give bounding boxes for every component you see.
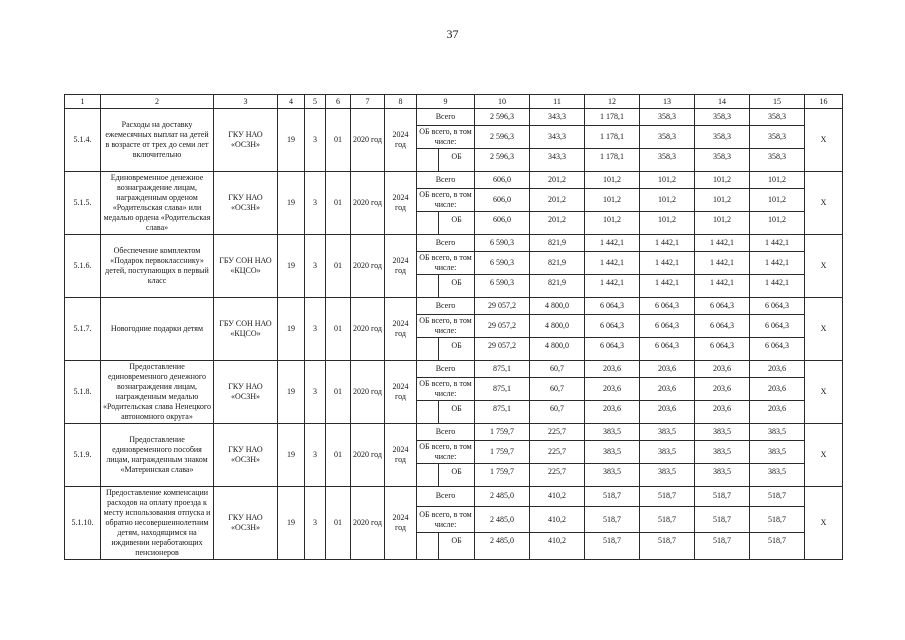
row-executor: ГКУ НАО «ОСЗН» [214,109,278,172]
value-cell: 101,2 [695,212,750,235]
row-id: 5.1.7. [65,298,101,361]
value-cell: 1 442,1 [695,252,750,275]
finance-label-ob-total: ОБ всего, в том числе: [417,441,475,464]
value-cell: 606,0 [475,172,530,189]
value-cell: 101,2 [640,212,695,235]
code-cell: 2020 год [351,235,385,298]
value-cell: 343,3 [530,149,585,172]
value-cell: 875,1 [475,378,530,401]
finance-label-ob-total: ОБ всего, в том числе: [417,189,475,212]
value-cell: 343,3 [530,126,585,149]
value-cell: 2 485,0 [475,533,530,560]
value-cell: 1 442,1 [585,235,640,252]
row-id: 5.1.4. [65,109,101,172]
value-cell: 203,6 [585,361,640,378]
code-cell: 2020 год [351,109,385,172]
value-cell: 203,6 [750,401,805,424]
code-cell: 2024 год [385,109,417,172]
table-row [65,298,843,361]
finance-label-ob-total: ОБ всего, в том числе: [417,378,475,401]
row-id: 5.1.8. [65,361,101,424]
value-cell: 383,5 [585,464,640,487]
value-cell: 358,3 [640,126,695,149]
value-cell: 2 596,3 [475,126,530,149]
value-cell: 518,7 [695,487,750,507]
code-cell: 01 [326,487,351,560]
row-id: 5.1.9. [65,424,101,487]
value-cell: 358,3 [750,126,805,149]
value-cell: 203,6 [750,378,805,401]
value-cell: 101,2 [640,172,695,189]
finance-label-total: Всего [417,298,475,315]
mark-cell: X [805,298,843,361]
value-cell: 201,2 [530,189,585,212]
value-cell: 6 064,3 [640,315,695,338]
value-cell: 383,5 [695,464,750,487]
value-cell: 518,7 [750,506,805,533]
value-cell: 1 442,1 [750,235,805,252]
spacer-cell [417,212,439,235]
value-cell: 358,3 [750,149,805,172]
column-header: 7 [351,95,385,109]
value-cell: 6 064,3 [695,298,750,315]
value-cell: 358,3 [695,126,750,149]
code-cell: 19 [278,298,305,361]
value-cell: 383,5 [750,441,805,464]
value-cell: 101,2 [585,212,640,235]
spacer-cell [417,533,439,560]
mark-cell: X [805,487,843,560]
value-cell: 60,7 [530,401,585,424]
value-cell: 6 064,3 [585,338,640,361]
finance-label-ob: ОБ [439,464,475,487]
code-cell: 3 [305,424,326,487]
finance-label-ob-total: ОБ всего, в том числе: [417,315,475,338]
value-cell: 6 590,3 [475,235,530,252]
spacer-cell [417,464,439,487]
row-description: Предоставление единовременного пособия лицам, награжденным знаком «Материнская слава» [101,424,214,487]
column-header: 12 [585,95,640,109]
value-cell: 383,5 [750,464,805,487]
value-cell: 518,7 [640,487,695,507]
value-cell: 6 064,3 [695,338,750,361]
code-cell: 01 [326,361,351,424]
code-cell: 2024 год [385,487,417,560]
value-cell: 6 064,3 [585,315,640,338]
value-cell: 518,7 [640,506,695,533]
value-cell: 518,7 [585,533,640,560]
table-row [65,424,843,487]
value-cell: 225,7 [530,441,585,464]
value-cell: 410,2 [530,506,585,533]
value-cell: 1 759,7 [475,441,530,464]
value-cell: 518,7 [695,533,750,560]
value-cell: 203,6 [750,361,805,378]
column-header: 15 [750,95,805,109]
row-executor: ГКУ НАО «ОСЗН» [214,172,278,235]
column-header: 3 [214,95,278,109]
code-cell: 2020 год [351,361,385,424]
value-cell: 518,7 [750,533,805,560]
column-header: 1 [65,95,101,109]
value-cell: 1 178,1 [585,149,640,172]
row-executor: ГБУ СОН НАО «КЦСО» [214,235,278,298]
value-cell: 2 596,3 [475,109,530,126]
value-cell: 383,5 [695,441,750,464]
code-cell: 3 [305,487,326,560]
row-id: 5.1.5. [65,172,101,235]
value-cell: 101,2 [750,189,805,212]
column-header: 8 [385,95,417,109]
value-cell: 201,2 [530,172,585,189]
finance-label-ob-total: ОБ всего, в том числе: [417,252,475,275]
value-cell: 203,6 [585,401,640,424]
value-cell: 6 064,3 [640,298,695,315]
value-cell: 821,9 [530,235,585,252]
value-cell: 203,6 [640,401,695,424]
value-cell: 101,2 [585,172,640,189]
value-cell: 383,5 [750,424,805,441]
value-cell: 343,3 [530,109,585,126]
value-cell: 1 759,7 [475,464,530,487]
value-cell: 1 759,7 [475,424,530,441]
finance-label-ob-total: ОБ всего, в том числе: [417,126,475,149]
value-cell: 383,5 [695,424,750,441]
mark-cell: X [805,235,843,298]
value-cell: 1 442,1 [750,275,805,298]
row-description: Обеспечение комплектом «Подарок первокласснику» детей, поступающих в первый класс [101,235,214,298]
value-cell: 2 485,0 [475,487,530,507]
value-cell: 1 442,1 [750,252,805,275]
value-cell: 29 057,2 [475,315,530,338]
column-header: 11 [530,95,585,109]
value-cell: 518,7 [750,487,805,507]
column-header: 6 [326,95,351,109]
code-cell: 19 [278,172,305,235]
mark-cell: X [805,109,843,172]
table-header-row [65,95,843,109]
value-cell: 225,7 [530,464,585,487]
code-cell: 2020 год [351,487,385,560]
row-description: Предоставление единовременного денежного вознаграждения лицам, награжденным медалью «Родительская слава Ненецкого автономного округа» [101,361,214,424]
page-number: 37 [446,27,459,41]
value-cell: 6 064,3 [750,298,805,315]
spacer-cell [417,338,439,361]
value-cell: 358,3 [695,149,750,172]
value-cell: 225,7 [530,424,585,441]
value-cell: 4 800,0 [530,315,585,338]
finance-label-ob: ОБ [439,275,475,298]
value-cell: 6 064,3 [695,315,750,338]
value-cell: 358,3 [750,109,805,126]
value-cell: 875,1 [475,401,530,424]
finance-label-total: Всего [417,487,475,507]
value-cell: 101,2 [695,172,750,189]
value-cell: 6 590,3 [475,252,530,275]
value-cell: 1 178,1 [585,126,640,149]
finance-label-total: Всего [417,361,475,378]
code-cell: 19 [278,235,305,298]
code-cell: 3 [305,298,326,361]
mark-cell: X [805,172,843,235]
column-header: 4 [278,95,305,109]
value-cell: 1 442,1 [640,235,695,252]
row-executor: ГБУ СОН НАО «КЦСО» [214,298,278,361]
value-cell: 1 442,1 [585,275,640,298]
value-cell: 410,2 [530,487,585,507]
code-cell: 2024 год [385,298,417,361]
value-cell: 2 485,0 [475,506,530,533]
code-cell: 2024 год [385,361,417,424]
value-cell: 358,3 [695,109,750,126]
finance-label-ob: ОБ [439,212,475,235]
value-cell: 383,5 [640,424,695,441]
finance-label-ob: ОБ [439,401,475,424]
value-cell: 60,7 [530,361,585,378]
code-cell: 3 [305,235,326,298]
column-header: 13 [640,95,695,109]
value-cell: 875,1 [475,361,530,378]
value-cell: 101,2 [695,189,750,212]
row-executor: ГКУ НАО «ОСЗН» [214,487,278,560]
code-cell: 3 [305,361,326,424]
value-cell: 6 064,3 [640,338,695,361]
finance-label-total: Всего [417,109,475,126]
spacer-cell [417,275,439,298]
value-cell: 4 800,0 [530,338,585,361]
code-cell: 19 [278,487,305,560]
value-cell: 1 178,1 [585,109,640,126]
table-row [65,235,843,298]
value-cell: 518,7 [585,487,640,507]
value-cell: 383,5 [585,441,640,464]
value-cell: 606,0 [475,212,530,235]
value-cell: 821,9 [530,275,585,298]
code-cell: 01 [326,109,351,172]
budget-table [64,94,843,560]
value-cell: 383,5 [585,424,640,441]
column-header: 14 [695,95,750,109]
finance-label-ob: ОБ [439,149,475,172]
value-cell: 6 064,3 [750,315,805,338]
value-cell: 101,2 [640,189,695,212]
table-row [65,361,843,424]
finance-label-ob: ОБ [439,533,475,560]
finance-label-total: Всего [417,235,475,252]
value-cell: 1 442,1 [640,275,695,298]
code-cell: 2024 год [385,172,417,235]
value-cell: 1 442,1 [640,252,695,275]
value-cell: 383,5 [640,464,695,487]
value-cell: 606,0 [475,189,530,212]
value-cell: 203,6 [640,361,695,378]
code-cell: 2024 год [385,424,417,487]
value-cell: 518,7 [640,533,695,560]
value-cell: 2 596,3 [475,149,530,172]
table-row [65,172,843,235]
value-cell: 1 442,1 [585,252,640,275]
code-cell: 19 [278,424,305,487]
code-cell: 2024 год [385,235,417,298]
value-cell: 203,6 [695,361,750,378]
row-description: Предоставление компенсации расходов на оплату проезда к месту использования отпуска и обратно несовершеннолетним детям, находящимся на иждивении неработающих пенсионеров [101,487,214,560]
value-cell: 60,7 [530,378,585,401]
value-cell: 203,6 [695,401,750,424]
value-cell: 821,9 [530,252,585,275]
row-description: Единовременное денежное вознаграждение лицам, награжденным орденом «Родительская слава» или медалью ордена «Родительская слава» [101,172,214,235]
finance-label-total: Всего [417,424,475,441]
value-cell: 1 442,1 [695,275,750,298]
column-header: 5 [305,95,326,109]
mark-cell: X [805,361,843,424]
code-cell: 01 [326,298,351,361]
code-cell: 01 [326,424,351,487]
code-cell: 19 [278,109,305,172]
value-cell: 101,2 [750,212,805,235]
code-cell: 3 [305,109,326,172]
value-cell: 203,6 [695,378,750,401]
code-cell: 2020 год [351,172,385,235]
row-id: 5.1.6. [65,235,101,298]
value-cell: 518,7 [585,506,640,533]
value-cell: 383,5 [640,441,695,464]
code-cell: 2020 год [351,424,385,487]
column-header: 10 [475,95,530,109]
row-executor: ГКУ НАО «ОСЗН» [214,424,278,487]
mark-cell: X [805,424,843,487]
value-cell: 358,3 [640,149,695,172]
spacer-cell [417,401,439,424]
row-description: Новогодние подарки детям [101,298,214,361]
value-cell: 101,2 [750,172,805,189]
code-cell: 01 [326,235,351,298]
spacer-cell [417,149,439,172]
column-header: 16 [805,95,843,109]
code-cell: 01 [326,172,351,235]
row-executor: ГКУ НАО «ОСЗН» [214,361,278,424]
finance-label-ob: ОБ [439,338,475,361]
finance-label-ob-total: ОБ всего, в том числе: [417,506,475,533]
finance-label-total: Всего [417,172,475,189]
value-cell: 410,2 [530,533,585,560]
value-cell: 203,6 [585,378,640,401]
value-cell: 29 057,2 [475,338,530,361]
row-description: Расходы на доставку ежемесячных выплат на детей в возрасте от трех до семи лет включительно [101,109,214,172]
row-id: 5.1.10. [65,487,101,560]
value-cell: 358,3 [640,109,695,126]
value-cell: 6 064,3 [750,338,805,361]
value-cell: 6 590,3 [475,275,530,298]
value-cell: 518,7 [695,506,750,533]
table-row [65,109,843,172]
value-cell: 101,2 [585,189,640,212]
column-header: 2 [101,95,214,109]
value-cell: 203,6 [640,378,695,401]
value-cell: 201,2 [530,212,585,235]
code-cell: 2020 год [351,298,385,361]
value-cell: 29 057,2 [475,298,530,315]
code-cell: 3 [305,172,326,235]
value-cell: 4 800,0 [530,298,585,315]
column-header: 9 [417,95,475,109]
value-cell: 1 442,1 [695,235,750,252]
table-row [65,487,843,560]
value-cell: 6 064,3 [585,298,640,315]
code-cell: 19 [278,361,305,424]
